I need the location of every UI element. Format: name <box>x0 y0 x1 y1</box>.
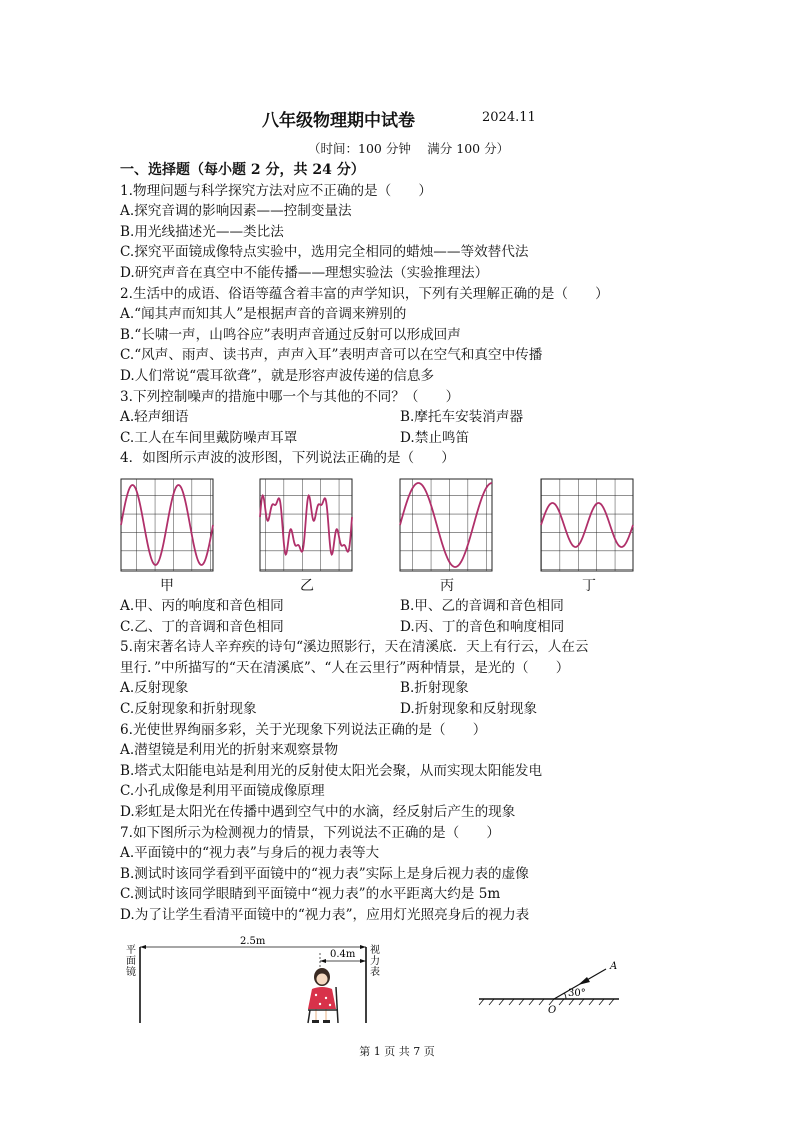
exam-date: 2024.11 <box>482 110 536 125</box>
page-footer: 第 1 页 共 7 页 <box>359 1045 435 1058</box>
q6-option-a: A.潜望镜是利用光的折射来观察景物 <box>120 742 339 759</box>
q6-option-c: C.小孔成像是利用平面镜成像原理 <box>120 783 325 800</box>
waveform-label-yi: 乙 <box>300 578 314 594</box>
distance-label-0-4m: 0.4m <box>330 949 356 960</box>
q3-options-row1 <box>120 407 700 428</box>
waveform-bing <box>400 479 492 571</box>
waveform-yi <box>260 479 352 571</box>
questions-1-4 <box>120 160 700 469</box>
q3-option-b: B.摩托车安装消声器 <box>400 409 524 426</box>
chart-label-3: 表 <box>370 967 380 978</box>
q3-option-d: D.禁止鸣笛 <box>400 429 470 446</box>
questions-4-7 <box>120 596 700 926</box>
q5-option-a: A.反射现象 <box>120 680 189 697</box>
q4-option-d: D.丙、丁的音色和响度相同 <box>400 618 565 635</box>
q1-option-a: A.探究音调的影响因素——控制变量法 <box>120 203 352 220</box>
q1-option-c: C.探究平面镜成像特点实验中，选用完全相同的蜡烛——等效替代法 <box>120 244 529 261</box>
mirror-label-2: 面 <box>126 956 136 967</box>
section-heading: 一、选择题（每小题 2 分，共 24 分） <box>120 162 365 178</box>
chart-label-1: 视 <box>370 945 380 956</box>
surface-hatching <box>479 999 614 1005</box>
exam-subtitle: （时间：100 分钟 满分 100 分） <box>308 141 510 156</box>
q5-options-row2 <box>120 699 700 720</box>
q5-option-b: B.折射现象 <box>400 680 469 697</box>
waveform-jia <box>121 479 213 571</box>
q1-stem: 1.物理问题与科学探究方法对应不正确的是（ ） <box>120 182 433 199</box>
reflection-angle-figure <box>474 955 624 1020</box>
q6-option-d: D.彩虹是太阳光在传播中遇到空气中的水滴，经反射后产生的现象 <box>120 803 516 820</box>
q7-option-b: B.测试时该同学看到平面镜中的“视力表”实际上是身后视力表的虚像 <box>120 865 529 882</box>
q1-option-d: D.研究声音在真空中不能传播——理想实验法（实验推理法） <box>120 264 489 281</box>
q3-option-a: A.轻声细语 <box>120 409 189 426</box>
q1-option-b: B.用光线描述光——类比法 <box>120 223 284 240</box>
q6-option-b: B.塔式太阳能电站是利用光的反射使太阳光会聚，从而实现太阳能发电 <box>120 762 543 779</box>
point-o-label: O <box>548 1005 557 1016</box>
q2-option-b: B.“长啸一声，山鸣谷应”表明声音通过反射可以形成回声 <box>120 326 461 343</box>
q2-option-a: A.“闻其声而知其人”是根据声音的音调来辨别的 <box>120 306 407 323</box>
q6-stem: 6.光使世界绚丽多彩，关于光现象下列说法正确的是（ ） <box>120 721 487 738</box>
q3-options-row2 <box>120 428 700 449</box>
q5-option-d: D.折射现象和反射现象 <box>400 700 538 717</box>
q2-stem: 2.生活中的成语、俗语等蕴含着丰富的声学知识，下列有关理解正确的是（ ） <box>120 285 609 302</box>
q7-stem: 7.如下图所示为检测视力的情景，下列说法不正确的是（ ） <box>120 824 500 841</box>
q4-option-b: B.甲、乙的音调和音色相同 <box>400 598 564 614</box>
angle-label: 30° <box>568 988 586 999</box>
q5-stem-line2: 里行．”中所描写的“天在清溪底”、“人在云里行”两种情景，是光的（ ） <box>120 659 570 676</box>
chart-label-2: 力 <box>370 956 380 967</box>
waveform-figures <box>118 477 638 572</box>
waveform-ding <box>541 479 633 571</box>
q7-option-d: D.为了让学生看清平面镜中的“视力表”，应用灯光照亮身后的视力表 <box>120 906 530 923</box>
q5-options-row1 <box>120 678 700 699</box>
q2-option-d: D.人们常说“震耳欲聋”，就是形容声波传递的信息多 <box>120 367 435 384</box>
q4-option-c: C.乙、丁的音调和音色相同 <box>120 618 284 635</box>
waveform-label-bing: 丙 <box>440 578 454 594</box>
q2-option-c: C.“风声、雨声、读书声，声声入耳”表明声音可以在空气和真空中传播 <box>120 347 543 364</box>
q3-stem: 3.下列控制噪声的措施中哪一个与其他的不同？（ ） <box>120 388 460 405</box>
waveform-label-ding: 丁 <box>582 578 596 594</box>
q7-option-c: C.测试时该同学眼睛到平面镜中“视力表”的水平距离大约是 5m <box>120 886 501 903</box>
q4-options-row2 <box>120 617 700 638</box>
distance-label-2-5m: 2.5m <box>240 936 266 947</box>
student-figure <box>308 968 338 1023</box>
eye-test-figure <box>118 935 388 1035</box>
exam-title: 八年级物理期中试卷 <box>262 111 415 131</box>
mirror-label-1: 平 <box>126 945 136 956</box>
ray-arrow-icon <box>578 977 590 985</box>
q5-stem-line1: 5.南宋著名诗人辛弃疾的诗句“溪边照影行，天在清溪底．天上有行云，人在云 <box>120 639 589 656</box>
q4-stem: 4．如图所示声波的波形图，下列说法正确的是（ ） <box>120 450 455 467</box>
point-a-label: A <box>610 961 618 972</box>
q4-option-a: A.甲、丙的响度和音色相同 <box>120 598 284 614</box>
q4-options-row1 <box>120 596 700 617</box>
mirror-label-3: 镜 <box>126 967 136 978</box>
waveform-label-jia: 甲 <box>160 578 174 594</box>
q5-option-c: C.反射现象和折射现象 <box>120 700 257 717</box>
q7-option-a: A.平面镜中的“视力表”与身后的视力表等大 <box>120 845 380 862</box>
q3-option-c: C.工人在车间里戴防噪声耳罩 <box>120 429 298 446</box>
